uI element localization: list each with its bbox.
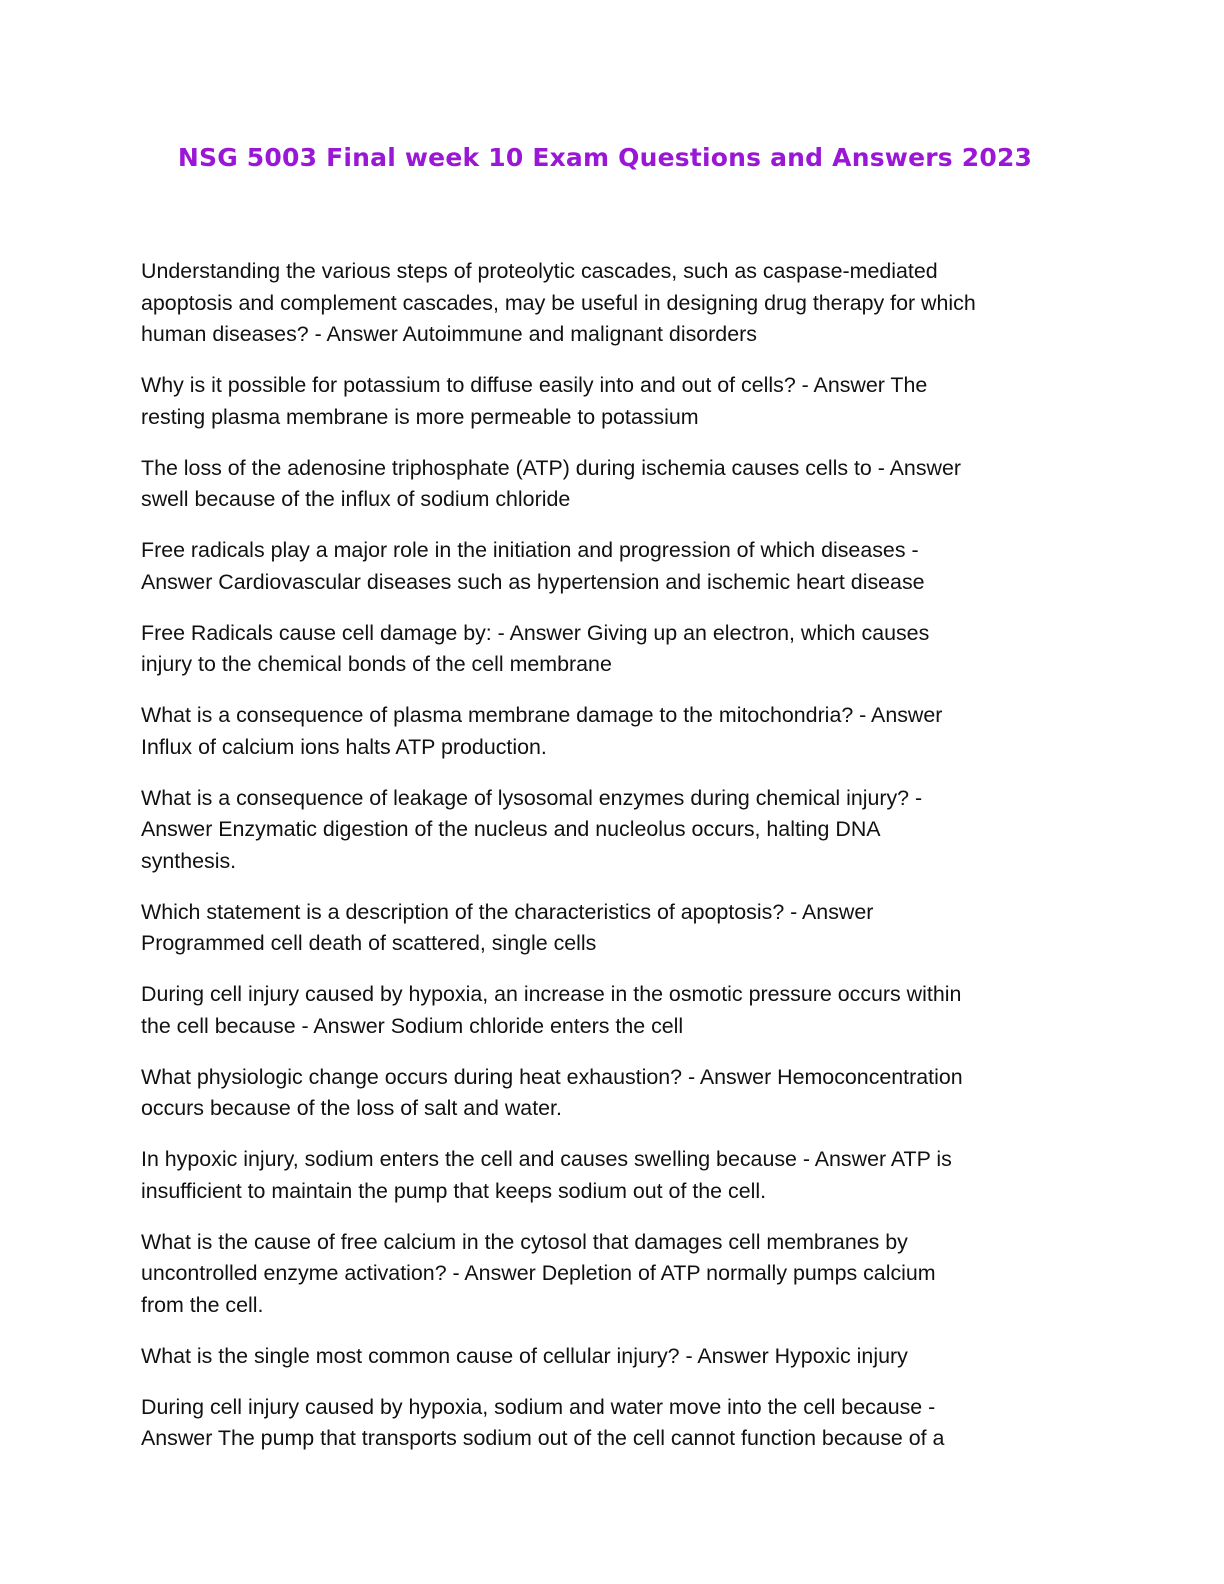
qa-item: What is a consequence of leakage of lysosomal enzymes during chemical injury? - Answer Enzymatic digestion of the nucleus and nucleolus occurs, halting DNA synthesis. [141,785,923,873]
qa-item: The loss of the adenosine triphosphate (ATP) during ischemia causes cells to - Answer swell because of the influx of sodium chloride [141,455,961,511]
qa-item: Free Radicals cause cell damage by: - Answer Giving up an electron, which causes injury to the chemical bonds of the cell membrane [141,620,930,676]
page-title: NSG 5003 Final week 10 Exam Questions and Answers 2023 [177,143,1033,172]
qa-item: Which statement is a description of the characteristics of apoptosis? - Answer Programmed cell death of scattered, single cells [141,899,874,955]
qa-item: What physiologic change occurs during heat exhaustion? - Answer Hemoconcentration occurs because of the loss of salt and water. [141,1064,963,1120]
qa-item: What is the cause of free calcium in the cytosol that damages cell membranes by uncontrolled enzyme activation? - Answer Depletion of ATP normally pumps calcium from the cell. [141,1229,936,1317]
qa-item: Understanding the various steps of proteolytic cascades, such as caspase-mediated apoptosis and complement cascades, may be useful in designing drug therapy for which human diseases? - Answer Autoimmune and malignant disorders [141,259,976,346]
qa-item: In hypoxic injury, sodium enters the cell and causes swelling because - Answer ATP is insufficient to maintain the pump that keeps sodium out of the cell. [141,1147,952,1203]
qa-list [141,256,1086,1474]
qa-item: During cell injury caused by hypoxia, sodium and water move into the cell because - Answer The pump that transports sodium out of the cell cannot function because of a [141,1394,945,1450]
qa-item: During cell injury caused by hypoxia, an increase in the osmotic pressure occurs within the cell because - Answer Sodium chloride enters the cell [141,982,962,1038]
qa-item: Free radicals play a major role in the initiation and progression of which diseases - Answer Cardiovascular diseases such as hypertension and ischemic heart disease [141,538,925,594]
qa-item: Why is it possible for potassium to diffuse easily into and out of cells? - Answer The resting plasma membrane is more permeable to potassium [141,373,928,429]
qa-item: What is the single most common cause of cellular injury? - Answer Hypoxic injury [141,1343,908,1368]
qa-item: What is a consequence of plasma membrane damage to the mitochondria? - Answer Influx of calcium ions halts ATP production. [141,703,943,759]
